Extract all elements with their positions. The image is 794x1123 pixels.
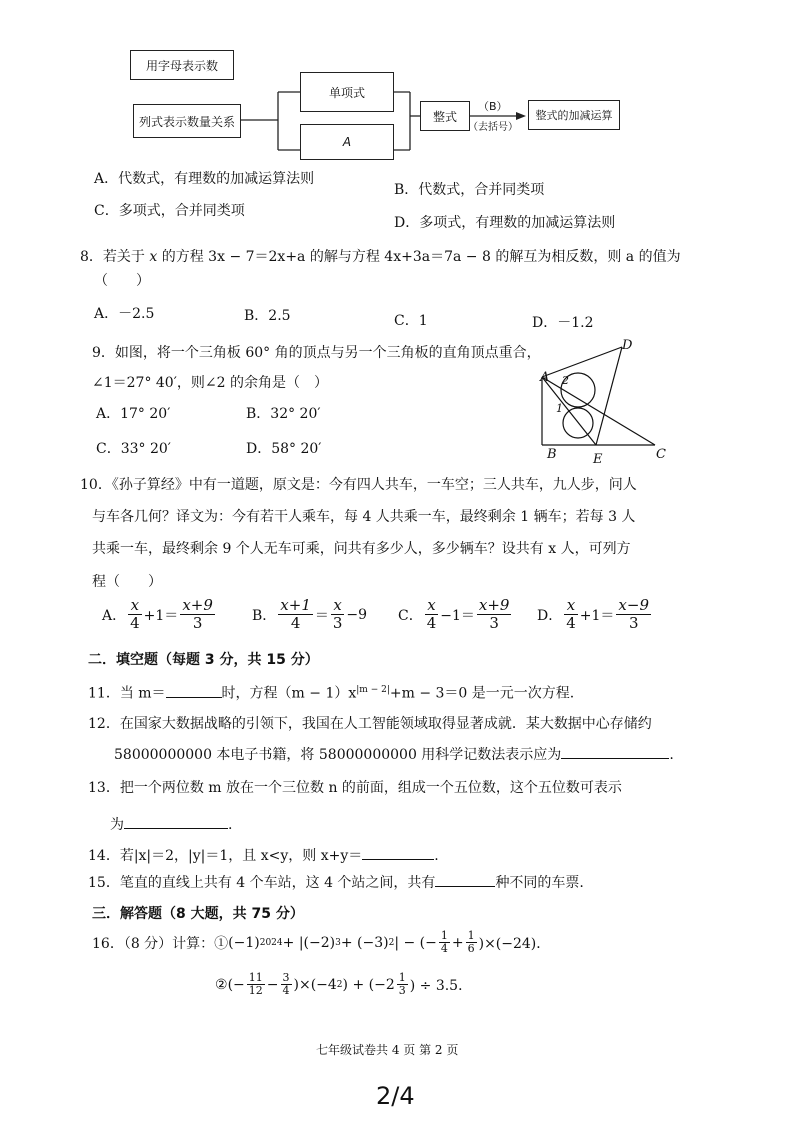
q9-line2: ∠1＝27° 40′，则∠2 的余角是（ ） <box>92 375 328 391</box>
q12-line2: 58000000000 本电子书籍，将 58000000000 用科学记数法表示应为 . <box>114 744 674 764</box>
q11: 11．当 m＝ 时，方程$(m - 1)x^{|m - 2|}+m - 3=0$ 是一元一次方程. <box>88 681 574 703</box>
q12-blank[interactable] <box>561 744 669 759</box>
q10-line2: 与车各几何？译文为：今有若干人乘车，每 4 人共乘一车，最终剩余 1 辆车；若每 3 人 <box>92 509 636 525</box>
q7-option-b: B．代数式，合并同类项 <box>394 182 545 198</box>
q9-label-a: A <box>540 370 550 385</box>
flow-arrow-label-remove: （去括号） <box>468 122 518 133</box>
q9-option-a: A．17° 20′ <box>96 406 171 422</box>
flow-arrow-label-B: （B） <box>478 100 508 113</box>
q9-label-1: 1 <box>556 402 563 415</box>
page-footer-info: 七年级试卷共 4 页 第 2 页 <box>316 1043 459 1057</box>
q7-option-c: C．多项式，合并同类项 <box>94 203 245 219</box>
q12-line1: 12．在国家大数据战略的引领下，我国在人工智能领域取得显著成就．某大数据中心存储约 <box>88 716 652 732</box>
page-number: 2/4 <box>376 1082 415 1110</box>
q10-option-b: B． $\frac{x+1}{4}$ ＝ $\frac{x}{3}$ −9 <box>252 596 368 632</box>
q10-line1: 10．《孙子算经》中有一道题，原文是：今有四人共车，一车空；三人共车，九人步，问人 <box>80 477 637 493</box>
q9-label-c: C <box>656 447 666 462</box>
flow-box-monomial: 单项式 <box>300 72 394 112</box>
q8-paren: （ ） <box>94 273 150 289</box>
q9-label-2: 2 <box>562 374 569 387</box>
q16-part2: ② (− $\frac{11}{12}$ − $\frac{3}{4}$ )×(−4 2 ) + (−2 $\frac{1}{3}$ ) ÷ 3.5． <box>215 971 473 997</box>
q9-option-b: B．32° 20′ <box>246 406 321 422</box>
q9-option-d: D．58° 20′ <box>246 441 322 457</box>
section3-heading: 三．解答题（8 大题，共 75 分） <box>92 906 304 922</box>
q9-label-e: E <box>593 452 603 467</box>
q10-option-c: C． $\frac{x}{4}$ −1＝ $\frac{x+9}{3}$ <box>398 596 510 632</box>
q7-option-d: D．多项式，有理数的加减运算法则 <box>394 215 616 231</box>
flow-box-result: 整式的加减运算 <box>528 100 620 130</box>
q16-part1: 16．（8 分）计算：① (−1) 2024 + |(−2) 3 + (−3) 2 | − (− $\frac{1}{4}$ + $\frac{1}{6}$ )×(−24)． <box>92 929 551 955</box>
q8-option-b: B．2.5 <box>244 308 291 324</box>
q14: 14．若|x|＝2，|y|＝1，且 x<y，则 x+y＝ . <box>88 845 439 865</box>
q13-line1: 13．把一个两位数 m 放在一个三位数 n 的前面，组成一个五位数，这个五位数可表示 <box>88 780 622 796</box>
q9-label-d: D <box>622 338 633 353</box>
q7-option-a: A．代数式，有理数的加减运算法则 <box>94 171 315 187</box>
flow-box-relations: 列式表示数量关系 <box>133 104 241 138</box>
q9-label-b: B <box>547 447 557 462</box>
section2-heading: 二．填空题（每题 3 分，共 15 分） <box>88 652 319 668</box>
q9-option-c: C．33° 20′ <box>96 441 171 457</box>
q8-option-d: D．－1.2 <box>532 315 594 331</box>
flow-box-polynomial-expr: 整式 <box>420 101 470 131</box>
q15: 15．笔直的直线上共有 4 个车站，这 4 个站之间，共有 种不同的车票. <box>88 872 584 892</box>
q8-option-c: C．1 <box>394 313 428 329</box>
q13-blank[interactable] <box>124 814 228 829</box>
flow-box-letters: 用字母表示数 <box>130 50 234 80</box>
q10-option-a: A． $\frac{x}{4}$ +1＝ $\frac{x+9}{3}$ <box>102 596 213 632</box>
q8-stem: 8．若关于 x 的方程 3x − 7＝2x+a 的解与方程 4x+3a＝7a − 8 的解互为相反数，则 a 的值为 <box>80 249 681 265</box>
q11-blank[interactable] <box>166 683 222 698</box>
q14-blank[interactable] <box>362 845 434 860</box>
q15-blank[interactable] <box>435 872 495 887</box>
q9-line1: 9．如图，将一个三角板 60° 角的顶点与另一个三角板的直角顶点重合， <box>92 345 541 361</box>
q10-line4: 程（ ） <box>92 574 162 590</box>
q10-line3: 共乘一车，最终剩余 9 个人无车可乘，问共有多少人，多少辆车？设共有 x 人，可列方 <box>92 541 631 557</box>
q10-option-d: D． $\frac{x}{4}$ +1＝ $\frac{x-9}{3}$ <box>537 596 649 632</box>
q13-line2: 为 . <box>110 814 232 834</box>
q8-option-a: A．－2.5 <box>94 306 155 322</box>
flow-box-A: A <box>300 124 394 160</box>
